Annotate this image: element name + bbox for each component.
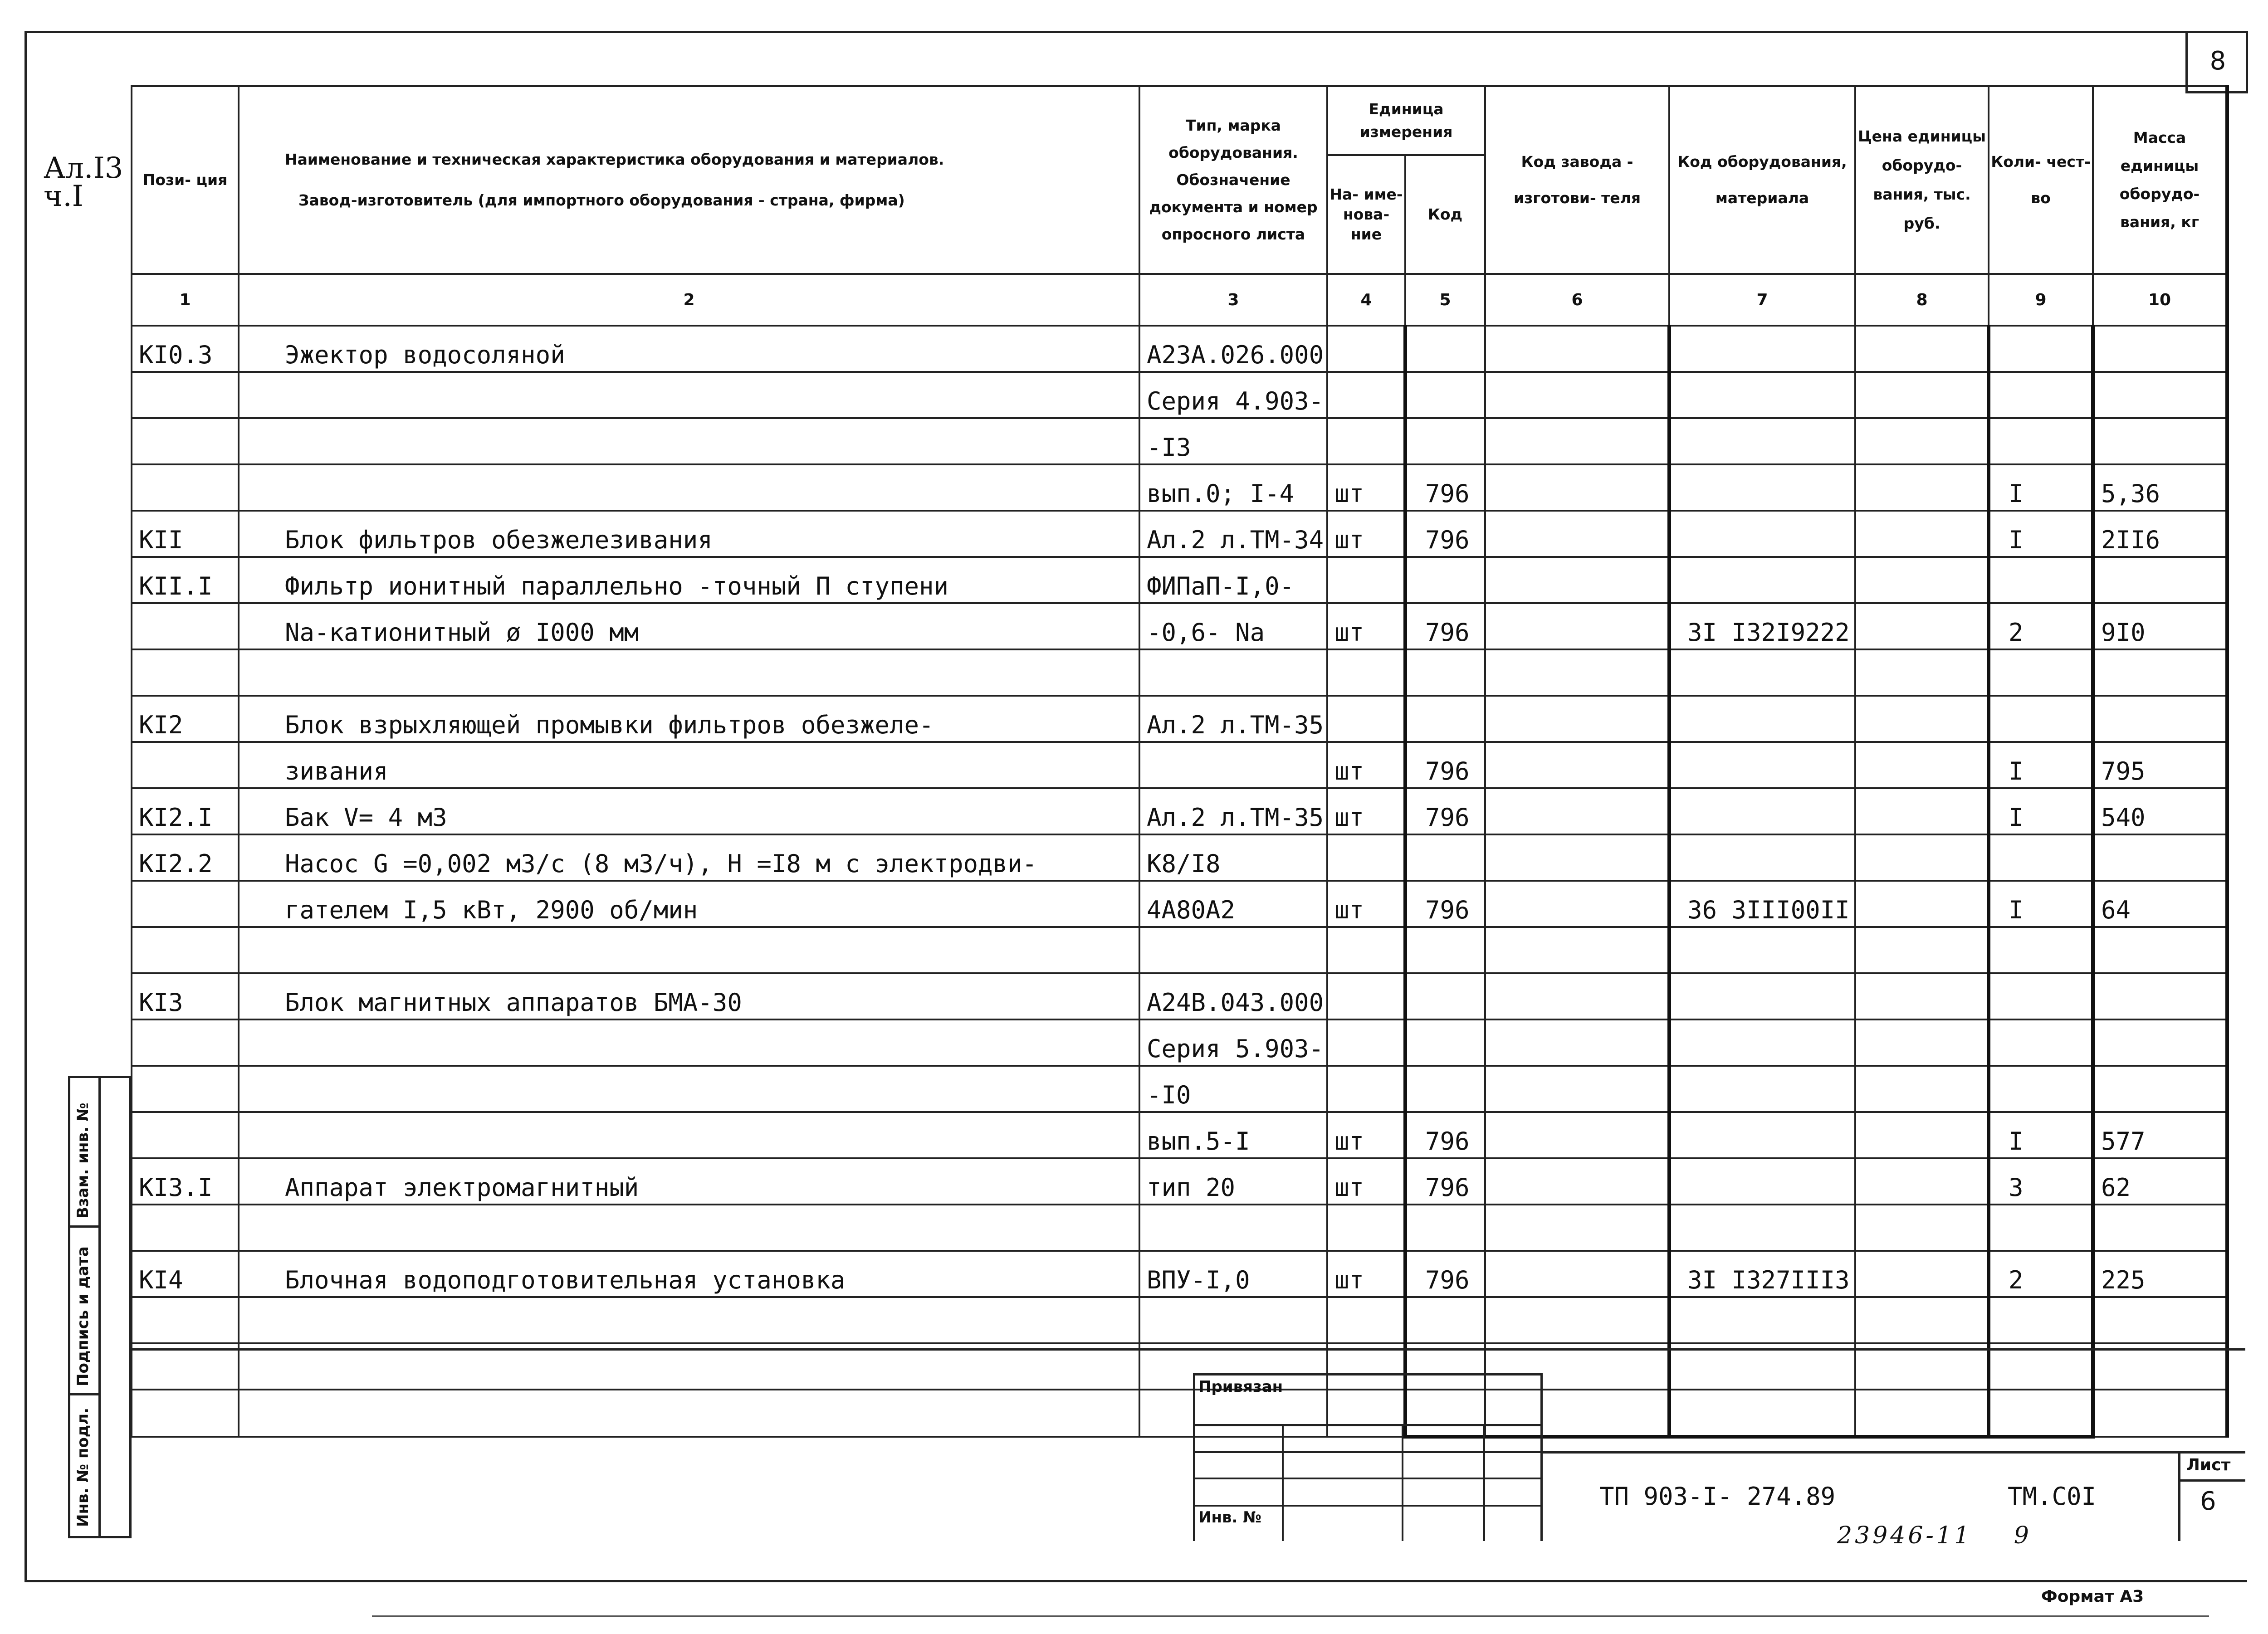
row-material-code bbox=[1669, 557, 1855, 603]
page-box-edge bbox=[2246, 31, 2248, 93]
colnum-8: 8 bbox=[1855, 274, 1989, 326]
row-quantity bbox=[1989, 1297, 2093, 1343]
row-quantity bbox=[1989, 372, 2093, 418]
row-plant-code bbox=[1485, 1205, 1669, 1251]
album-marker bbox=[44, 151, 123, 213]
row-quantity: 2 bbox=[1989, 1251, 2093, 1297]
row-plant-code bbox=[1485, 1019, 1669, 1066]
row-unit bbox=[1327, 927, 1405, 973]
colnum-4: 4 bbox=[1327, 274, 1405, 326]
row-unit-code bbox=[1405, 557, 1485, 603]
row-mass bbox=[2093, 1066, 2227, 1112]
row-quantity bbox=[1989, 418, 2093, 464]
row-position bbox=[132, 418, 239, 464]
row-quantity bbox=[1989, 326, 2093, 372]
table-row bbox=[132, 649, 2227, 696]
row-type: -I3 bbox=[1139, 418, 1327, 464]
row-unit-code bbox=[1405, 834, 1485, 881]
row-name: Na-катионитный ø I000 мм bbox=[239, 603, 1139, 649]
row-position bbox=[132, 1112, 239, 1158]
row-mass: 9I0 bbox=[2093, 603, 2227, 649]
row-price bbox=[1855, 1205, 1989, 1251]
row-plant-code bbox=[1485, 464, 1669, 511]
row-unit-code bbox=[1405, 1297, 1485, 1343]
row-material-code bbox=[1669, 742, 1855, 788]
row-unit: шт bbox=[1327, 1112, 1405, 1158]
row-material-code: 3I I327III3 bbox=[1669, 1251, 1855, 1297]
row-type bbox=[1139, 1297, 1327, 1343]
row-material-code bbox=[1669, 1205, 1855, 1251]
row-unit bbox=[1327, 973, 1405, 1019]
table-row bbox=[132, 788, 2227, 834]
row-unit-code bbox=[1405, 1019, 1485, 1066]
row-plant-code bbox=[1485, 418, 1669, 464]
header-unit-group: Единица измерения bbox=[1327, 86, 1485, 155]
approval-replace-label: Взам. инв. № bbox=[74, 1102, 92, 1219]
approval-replace-cell bbox=[70, 1078, 99, 1228]
row-unit bbox=[1327, 557, 1405, 603]
row-type: -0,6- Na bbox=[1139, 603, 1327, 649]
colnum-1: 1 bbox=[132, 274, 239, 326]
row-unit: шт bbox=[1327, 464, 1405, 511]
row-name: Эжектор водосоляной bbox=[239, 326, 1139, 372]
row-plant-code bbox=[1485, 742, 1669, 788]
row-type bbox=[1139, 1205, 1327, 1251]
row-quantity bbox=[1989, 927, 2093, 973]
row-unit: шт bbox=[1327, 788, 1405, 834]
approval-original-label: Инв. № подл. bbox=[74, 1407, 92, 1527]
row-name bbox=[239, 464, 1139, 511]
row-unit-code bbox=[1405, 649, 1485, 696]
row-unit bbox=[1327, 1066, 1405, 1112]
row-position: КI3.I bbox=[132, 1158, 239, 1205]
approval-strip bbox=[68, 1076, 132, 1538]
row-name: Аппарат электромагнитный bbox=[239, 1158, 1139, 1205]
row-unit: шт bbox=[1327, 742, 1405, 788]
row-unit bbox=[1327, 1205, 1405, 1251]
header-unit-code: Код bbox=[1405, 155, 1485, 274]
table-row bbox=[132, 742, 2227, 788]
colnum-9: 9 bbox=[1989, 274, 2093, 326]
row-position: КI4 bbox=[132, 1251, 239, 1297]
row-position bbox=[132, 927, 239, 973]
row-quantity: 3 bbox=[1989, 1158, 2093, 1205]
row-position bbox=[132, 881, 239, 927]
row-plant-code bbox=[1485, 1251, 1669, 1297]
row-quantity: I bbox=[1989, 881, 2093, 927]
row-position bbox=[132, 464, 239, 511]
row-mass bbox=[2093, 1019, 2227, 1066]
row-unit: шт bbox=[1327, 1158, 1405, 1205]
row-name bbox=[239, 1112, 1139, 1158]
row-material-code: 36 3III00II bbox=[1669, 881, 1855, 927]
row-name: Бак V= 4 м3 bbox=[239, 788, 1139, 834]
row-unit: шт bbox=[1327, 881, 1405, 927]
row-name bbox=[239, 372, 1139, 418]
archive-number-code: 23946-11 bbox=[1837, 1522, 1972, 1549]
row-unit-code bbox=[1405, 1066, 1485, 1112]
row-material-code bbox=[1669, 927, 1855, 973]
row-mass bbox=[2093, 1297, 2227, 1343]
row-material-code bbox=[1669, 649, 1855, 696]
row-unit bbox=[1327, 696, 1405, 742]
album-marker-line2: ч.I bbox=[44, 180, 83, 213]
row-position: КI2.I bbox=[132, 788, 239, 834]
row-type: Ал.2 л.ТМ-35 bbox=[1139, 696, 1327, 742]
row-type: А23А.026.000 bbox=[1139, 326, 1327, 372]
row-position: КI2 bbox=[132, 696, 239, 742]
row-mass: 64 bbox=[2093, 881, 2227, 927]
row-price bbox=[1855, 464, 1989, 511]
row-price bbox=[1855, 649, 1989, 696]
row-price bbox=[1855, 973, 1989, 1019]
row-type: тип 20 bbox=[1139, 1158, 1327, 1205]
row-position bbox=[132, 649, 239, 696]
row-name: зивания bbox=[239, 742, 1139, 788]
row-mass: 2II6 bbox=[2093, 511, 2227, 557]
row-quantity: 2 bbox=[1989, 603, 2093, 649]
row-unit-code bbox=[1405, 973, 1485, 1019]
table-row bbox=[132, 603, 2227, 649]
table-row bbox=[132, 557, 2227, 603]
header-unit-name: На- име- нова- ние bbox=[1327, 155, 1405, 274]
header-name-line1: Наименование и техническая характеристика оборудования и материалов. bbox=[285, 151, 944, 168]
row-material-code bbox=[1669, 696, 1855, 742]
row-price bbox=[1855, 696, 1989, 742]
row-price bbox=[1855, 742, 1989, 788]
row-mass: 5,36 bbox=[2093, 464, 2227, 511]
row-plant-code bbox=[1485, 557, 1669, 603]
album-marker-line1: Ал.I3 bbox=[44, 151, 123, 185]
table-row bbox=[132, 1066, 2227, 1112]
row-material-code bbox=[1669, 834, 1855, 881]
row-position: КI2.2 bbox=[132, 834, 239, 881]
row-position: КII.I bbox=[132, 557, 239, 603]
row-price bbox=[1855, 1019, 1989, 1066]
row-plant-code bbox=[1485, 1158, 1669, 1205]
row-plant-code bbox=[1485, 1066, 1669, 1112]
row-mass: 795 bbox=[2093, 742, 2227, 788]
row-unit-code: 796 bbox=[1405, 1251, 1485, 1297]
table-row bbox=[132, 834, 2227, 881]
approval-signature-label: Подпись и дата bbox=[74, 1246, 92, 1386]
colnum-6: 6 bbox=[1485, 274, 1669, 326]
row-price bbox=[1855, 603, 1989, 649]
row-unit bbox=[1327, 326, 1405, 372]
row-plant-code bbox=[1485, 511, 1669, 557]
row-type: А24В.043.000 bbox=[1139, 973, 1327, 1019]
row-unit-code: 796 bbox=[1405, 511, 1485, 557]
format-label: Формат А3 bbox=[2041, 1587, 2144, 1606]
row-name bbox=[239, 1205, 1139, 1251]
row-unit: шт bbox=[1327, 1251, 1405, 1297]
row-unit-code: 796 bbox=[1405, 464, 1485, 511]
row-unit-code bbox=[1405, 326, 1485, 372]
row-unit: шт bbox=[1327, 603, 1405, 649]
header-quantity: Коли- чест- во bbox=[1989, 86, 2093, 274]
row-material-code: 3I I32I9222 bbox=[1669, 603, 1855, 649]
row-unit-code: 796 bbox=[1405, 1158, 1485, 1205]
colnum-2: 2 bbox=[239, 274, 1139, 326]
row-mass bbox=[2093, 1205, 2227, 1251]
row-unit-code: 796 bbox=[1405, 742, 1485, 788]
row-material-code bbox=[1669, 1019, 1855, 1066]
row-quantity bbox=[1989, 696, 2093, 742]
colnum-7: 7 bbox=[1669, 274, 1855, 326]
row-type: 4А80А2 bbox=[1139, 881, 1327, 927]
title-block bbox=[132, 1348, 2245, 1539]
row-unit-code bbox=[1405, 696, 1485, 742]
row-material-code bbox=[1669, 1158, 1855, 1205]
sheet-value: 6 bbox=[2200, 1487, 2216, 1516]
sheet-label: Лист bbox=[2186, 1456, 2231, 1474]
header-type: Тип, марка оборудования. Обозначение документа и номер опросного листа bbox=[1139, 86, 1327, 274]
header-material-code: Код оборудования, материала bbox=[1669, 86, 1855, 274]
row-name bbox=[239, 1297, 1139, 1343]
row-type bbox=[1139, 649, 1327, 696]
row-position bbox=[132, 742, 239, 788]
row-plant-code bbox=[1485, 973, 1669, 1019]
row-material-code bbox=[1669, 1066, 1855, 1112]
row-name: Фильтр ионитный параллельно -точный П ступени bbox=[239, 557, 1139, 603]
row-position: КI3 bbox=[132, 973, 239, 1019]
row-material-code bbox=[1669, 788, 1855, 834]
row-unit-code bbox=[1405, 372, 1485, 418]
specification-table bbox=[131, 85, 2229, 1439]
row-material-code bbox=[1669, 1112, 1855, 1158]
table-row bbox=[132, 1158, 2227, 1205]
row-name bbox=[239, 418, 1139, 464]
row-unit bbox=[1327, 649, 1405, 696]
row-mass bbox=[2093, 696, 2227, 742]
row-position bbox=[132, 1066, 239, 1112]
table-row bbox=[132, 1297, 2227, 1343]
table-row bbox=[132, 464, 2227, 511]
row-quantity bbox=[1989, 973, 2093, 1019]
archive-number bbox=[1837, 1522, 2032, 1549]
row-type: Серия 5.903- bbox=[1139, 1019, 1327, 1066]
row-position bbox=[132, 1205, 239, 1251]
row-price bbox=[1855, 511, 1989, 557]
row-plant-code bbox=[1485, 603, 1669, 649]
row-plant-code bbox=[1485, 881, 1669, 927]
row-mass: 225 bbox=[2093, 1251, 2227, 1297]
approval-signature-cell bbox=[70, 1228, 99, 1395]
row-type: ФИПаП-I,0- bbox=[1139, 557, 1327, 603]
row-quantity bbox=[1989, 834, 2093, 881]
table-row bbox=[132, 1019, 2227, 1066]
header-name-line2: Завод-изготовитель (для импортного оборудования - страна, фирма) bbox=[298, 191, 905, 209]
row-plant-code bbox=[1485, 326, 1669, 372]
row-position bbox=[132, 603, 239, 649]
inv-number-label: Инв. № bbox=[1198, 1508, 1262, 1527]
row-quantity: I bbox=[1989, 1112, 2093, 1158]
page-number: 8 bbox=[2185, 31, 2248, 93]
row-name: Насос G =0,002 м3/с (8 м3/ч), H =I8 м с электродви- bbox=[239, 834, 1139, 881]
row-name bbox=[239, 649, 1139, 696]
row-plant-code bbox=[1485, 696, 1669, 742]
row-mass bbox=[2093, 973, 2227, 1019]
row-type bbox=[1139, 742, 1327, 788]
row-material-code bbox=[1669, 511, 1855, 557]
row-price bbox=[1855, 557, 1989, 603]
row-name bbox=[239, 1019, 1139, 1066]
row-material-code bbox=[1669, 372, 1855, 418]
row-type: -I0 bbox=[1139, 1066, 1327, 1112]
row-position bbox=[132, 1297, 239, 1343]
table-row bbox=[132, 1251, 2227, 1297]
row-name bbox=[239, 927, 1139, 973]
row-material-code bbox=[1669, 326, 1855, 372]
row-price bbox=[1855, 788, 1989, 834]
row-unit-code bbox=[1405, 418, 1485, 464]
row-unit-code: 796 bbox=[1405, 881, 1485, 927]
row-quantity bbox=[1989, 1019, 2093, 1066]
document-code: ТП 903-I- 274.89 bbox=[1599, 1482, 1836, 1511]
table-row bbox=[132, 1205, 2227, 1251]
header-name bbox=[239, 86, 1139, 274]
row-plant-code bbox=[1485, 649, 1669, 696]
row-position bbox=[132, 372, 239, 418]
row-plant-code bbox=[1485, 1297, 1669, 1343]
approval-original-cell bbox=[70, 1395, 99, 1536]
header-position: Пози- ция bbox=[132, 86, 239, 274]
row-mass bbox=[2093, 649, 2227, 696]
row-quantity: I bbox=[1989, 464, 2093, 511]
row-mass: 540 bbox=[2093, 788, 2227, 834]
row-price bbox=[1855, 1297, 1989, 1343]
row-unit bbox=[1327, 372, 1405, 418]
approval-divider bbox=[98, 1078, 101, 1536]
row-position: КII bbox=[132, 511, 239, 557]
row-unit-code bbox=[1405, 1205, 1485, 1251]
row-name bbox=[239, 1066, 1139, 1112]
row-name: Блочная водоподготовительная установка bbox=[239, 1251, 1139, 1297]
row-price bbox=[1855, 1158, 1989, 1205]
specification-rows bbox=[132, 326, 2227, 1437]
row-unit-code bbox=[1405, 927, 1485, 973]
row-quantity bbox=[1989, 649, 2093, 696]
row-plant-code bbox=[1485, 834, 1669, 881]
table-row bbox=[132, 326, 2227, 372]
row-material-code bbox=[1669, 464, 1855, 511]
table-row bbox=[132, 418, 2227, 464]
archive-number-index: 9 bbox=[2014, 1522, 2032, 1549]
row-quantity: I bbox=[1989, 511, 2093, 557]
row-price bbox=[1855, 418, 1989, 464]
row-quantity bbox=[1989, 557, 2093, 603]
row-price bbox=[1855, 881, 1989, 927]
row-quantity bbox=[1989, 1066, 2093, 1112]
row-mass bbox=[2093, 418, 2227, 464]
row-quantity: I bbox=[1989, 742, 2093, 788]
row-mass bbox=[2093, 557, 2227, 603]
row-unit bbox=[1327, 1019, 1405, 1066]
bottom-rule bbox=[372, 1615, 2209, 1617]
colnum-3: 3 bbox=[1139, 274, 1327, 326]
row-price bbox=[1855, 1066, 1989, 1112]
row-plant-code bbox=[1485, 1112, 1669, 1158]
row-name: Блок взрыхляющей промывки фильтров обезжеле- bbox=[239, 696, 1139, 742]
row-material-code bbox=[1669, 418, 1855, 464]
colnum-10: 10 bbox=[2093, 274, 2227, 326]
table-row bbox=[132, 1112, 2227, 1158]
row-position: КI0.3 bbox=[132, 326, 239, 372]
row-type: Ал.2 л.ТМ-34 bbox=[1139, 511, 1327, 557]
row-mass bbox=[2093, 372, 2227, 418]
row-plant-code bbox=[1485, 927, 1669, 973]
header-mass: Масса единицы оборудо- вания, кг bbox=[2093, 86, 2227, 274]
frame-bottom-line bbox=[24, 1580, 2247, 1582]
table-row bbox=[132, 927, 2227, 973]
row-type: вып.5-I bbox=[1139, 1112, 1327, 1158]
row-mass bbox=[2093, 834, 2227, 881]
row-mass: 577 bbox=[2093, 1112, 2227, 1158]
row-plant-code bbox=[1485, 788, 1669, 834]
table-row bbox=[132, 372, 2227, 418]
row-price bbox=[1855, 372, 1989, 418]
row-price bbox=[1855, 1112, 1989, 1158]
row-quantity bbox=[1989, 1205, 2093, 1251]
row-type: вып.0; I-4 bbox=[1139, 464, 1327, 511]
row-material-code bbox=[1669, 973, 1855, 1019]
table-row bbox=[132, 511, 2227, 557]
colnum-5: 5 bbox=[1405, 274, 1485, 326]
row-unit bbox=[1327, 834, 1405, 881]
row-price bbox=[1855, 326, 1989, 372]
row-quantity: I bbox=[1989, 788, 2093, 834]
row-plant-code bbox=[1485, 372, 1669, 418]
row-mass: 62 bbox=[2093, 1158, 2227, 1205]
row-type bbox=[1139, 927, 1327, 973]
row-unit-code: 796 bbox=[1405, 788, 1485, 834]
row-unit-code: 796 bbox=[1405, 603, 1485, 649]
row-type: К8/I8 bbox=[1139, 834, 1327, 881]
row-unit-code: 796 bbox=[1405, 1112, 1485, 1158]
row-mass bbox=[2093, 927, 2227, 973]
row-name: Блок магнитных аппаратов БМА-30 bbox=[239, 973, 1139, 1019]
row-type: Ал.2 л.ТМ-35 bbox=[1139, 788, 1327, 834]
row-type: ВПУ-I,0 bbox=[1139, 1251, 1327, 1297]
header-plant-code: Код завода - изготови- теля bbox=[1485, 86, 1669, 274]
row-position bbox=[132, 1019, 239, 1066]
row-price bbox=[1855, 927, 1989, 973]
header-price: Цена единицы оборудо- вания, тыс. руб. bbox=[1855, 86, 1989, 274]
row-mass bbox=[2093, 326, 2227, 372]
row-unit bbox=[1327, 418, 1405, 464]
table-row bbox=[132, 696, 2227, 742]
attached-label: Привязан bbox=[1198, 1378, 1283, 1396]
document-mark: ТМ.С0I bbox=[2008, 1482, 2097, 1511]
table-row bbox=[132, 973, 2227, 1019]
row-type: Серия 4.903- bbox=[1139, 372, 1327, 418]
row-unit bbox=[1327, 1297, 1405, 1343]
row-name: гателем I,5 кВт, 2900 об/мин bbox=[239, 881, 1139, 927]
row-name: Блок фильтров обезжелезивания bbox=[239, 511, 1139, 557]
row-price bbox=[1855, 1251, 1989, 1297]
row-material-code bbox=[1669, 1297, 1855, 1343]
row-unit: шт bbox=[1327, 511, 1405, 557]
table-row bbox=[132, 881, 2227, 927]
row-price bbox=[1855, 834, 1989, 881]
